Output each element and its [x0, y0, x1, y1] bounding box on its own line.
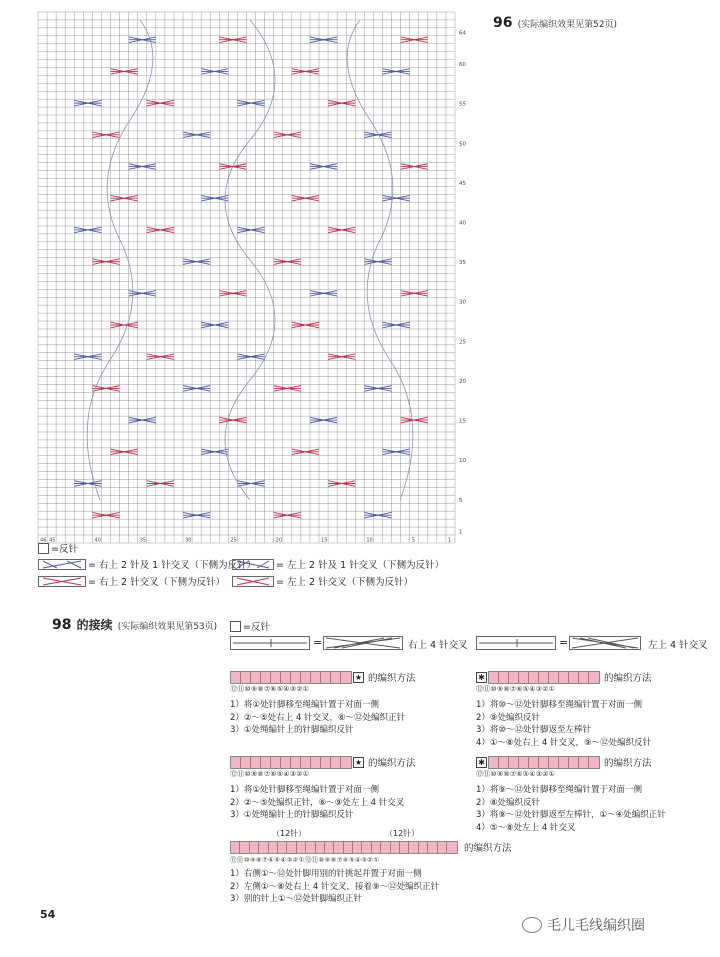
col-label: 15 [321, 537, 328, 544]
row-label: 5 [459, 497, 463, 504]
cable-cross-symbol [201, 69, 228, 75]
row-numbers: ⑫⑪⑩⑨⑧⑦⑥⑤④③②① [476, 770, 556, 778]
cable-right4-diagram [323, 636, 403, 650]
cable-cross-symbol [147, 100, 174, 106]
cable-cross-symbol [274, 386, 301, 392]
row-label: 15 [459, 418, 466, 425]
row-numbers: ⑫⑪⑩⑨⑧⑦⑥⑤④③②① [476, 685, 556, 693]
cable-cross-symbol [292, 322, 319, 328]
row-label: 64 [459, 30, 466, 37]
row-label: 1 [459, 529, 463, 536]
cable-left4-chart-symbol [476, 636, 556, 650]
col-label: 1 [447, 537, 452, 544]
star-marker: ✱ [476, 757, 487, 768]
cable-cross-symbol [183, 386, 210, 392]
step-1: 1）将①处针脚移至绳编针置于对面一侧 [230, 785, 380, 795]
cable-cross-symbol [382, 69, 409, 75]
cable-cross-symbol [382, 449, 409, 455]
cable-cross-symbol [274, 132, 301, 138]
cable-right4-chart-symbol [230, 636, 310, 650]
cable-cross-symbol [111, 449, 138, 455]
method-label: 的编织方法 [604, 758, 652, 769]
legend-text: = 左上 2 针交叉（下侧为反针） [276, 577, 414, 588]
step-4: 4）①～⑧处右上 4 针交叉，⑨～⑫处编织反针 [476, 737, 652, 748]
cable-cross-symbol [111, 322, 138, 328]
step-4: 4）⑤～⑧处左上 4 针交叉 [476, 822, 576, 833]
legend-98-purl [230, 619, 270, 633]
row-label: 35 [459, 260, 466, 267]
motif-line [347, 20, 413, 500]
cable-left4-diagram [569, 636, 641, 650]
cable-cross-symbol [183, 512, 210, 518]
star-marker: ★ [354, 757, 363, 767]
pattern-title: 的接续 [76, 618, 113, 632]
cable-cross-symbol [129, 417, 156, 423]
method-b [476, 670, 652, 749]
cable-cross-symbol [292, 195, 319, 201]
row-label: 30 [459, 299, 466, 306]
cable-cross-symbol [74, 354, 101, 360]
star-marker: ✱ [476, 672, 487, 683]
cable-cross-symbol [382, 195, 409, 201]
row-label: 50 [459, 141, 466, 148]
col-label: 40 [94, 537, 101, 544]
cable-cross-symbol [129, 37, 156, 43]
cable-cross-symbol [92, 512, 119, 518]
cable-cross-symbol [292, 449, 319, 455]
col-label: 25 [230, 537, 237, 544]
cable-cross-symbol [328, 227, 355, 233]
wechat-icon [522, 917, 542, 933]
legend-purl-text: =反针 [243, 622, 270, 633]
cable-cross-symbol [74, 227, 101, 233]
pattern-96-header [493, 12, 617, 31]
step-3: 3）①处绳编针上的针脚编织反针 [230, 725, 354, 735]
span-label-right: （12针） [385, 829, 420, 838]
step-3: 3）将⑨～⑫处针脚返至左棒针，①～④处编织正针 [476, 810, 666, 820]
legend-cross-right-2-1 [38, 557, 256, 571]
cable-cross-symbol [237, 481, 264, 487]
col-label: 46 [40, 537, 47, 544]
cable-cross-symbol [92, 132, 119, 138]
method-e [230, 828, 512, 906]
cable-cross-symbol [328, 481, 355, 487]
legend-text: = 左上 2 针及 1 针交叉（下侧为反针） [276, 560, 445, 571]
cable-cross-symbol [219, 417, 246, 423]
cable-cross-symbol [364, 512, 391, 518]
legend-cross-left-2-1 [232, 557, 444, 571]
row-label: 10 [459, 458, 466, 465]
pattern-note: (实际编织效果见第53页) [117, 622, 218, 632]
step-2: 2）⑨处编织反针 [476, 712, 541, 723]
row-label: 60 [459, 62, 466, 69]
purl-symbol [230, 621, 241, 632]
method-label: 的编织方法 [464, 843, 512, 854]
star-marker: ★ [354, 672, 363, 682]
pattern-number: 98 [52, 617, 72, 633]
cable-left4-label: 左上 4 针交叉 [648, 640, 708, 651]
cable-cross-symbol [201, 449, 228, 455]
pattern-number: 96 [493, 15, 513, 31]
legend-text: = 右上 2 针交叉（下侧为反针） [88, 577, 226, 588]
method-d [476, 755, 666, 834]
method-label: 的编织方法 [368, 758, 416, 769]
cable-cross-symbol [111, 69, 138, 75]
stitch-strip-24 [230, 841, 458, 854]
cable-cross-symbol [237, 227, 264, 233]
stitch-strip [488, 756, 600, 769]
step-1: 1）将⑨～⑫处针脚移至绳编针置于对面一侧 [476, 785, 643, 795]
method-label: 的编织方法 [368, 673, 416, 684]
row-numbers: ⑫⑪⑩⑨⑧⑦⑥⑤④③②① [230, 770, 310, 778]
step-2: 2）②～⑤处编织正针，⑥～⑨处左上 4 针交叉 [230, 797, 405, 808]
cross-right-symbol [38, 559, 86, 570]
step-2: 2）⑧处编织反针 [476, 797, 541, 808]
cross-left-2-symbol [232, 576, 274, 587]
step-1: 1）将①处针脚移至绳编针置于对面一侧 [230, 700, 380, 710]
equals-sign: = [559, 636, 569, 649]
cable-cross-symbol [401, 417, 428, 423]
step-2: 2）②～⑤处右上 4 针交叉，⑥～⑫处编织正针 [230, 712, 406, 723]
row-label: 55 [459, 101, 466, 108]
cable-cross-symbol [328, 100, 355, 106]
cable-cross-symbol [219, 37, 246, 43]
cable-cross-symbol [382, 322, 409, 328]
row-numbers: ⑫⑪⑩⑨⑧⑦⑥⑤④③②① [230, 685, 310, 693]
cable-cross-symbol [292, 69, 319, 75]
legend-purl-text: =反针 [51, 544, 78, 555]
stitch-strip [230, 756, 352, 769]
cable-cross-symbol [237, 354, 264, 360]
equals-sign: = [313, 636, 323, 649]
cable-cross-symbol [237, 100, 264, 106]
row-numbers: ⑫⑪⑩⑨⑧⑦⑥⑤④③②①⑫⑪⑩⑨⑧⑦⑥⑤④③②① [230, 856, 380, 864]
cable-cross-symbol [147, 227, 174, 233]
page-number: 54 [40, 908, 56, 921]
step-1: 1）右侧①～⑫处针脚用别的针挑起并置于对面一侧 [230, 869, 422, 879]
col-label: 45 [49, 537, 56, 544]
method-a [230, 670, 416, 737]
row-label: 25 [459, 339, 466, 346]
watermark [522, 915, 645, 935]
legend-purl [38, 541, 78, 555]
cable-cross-symbol [111, 195, 138, 201]
cable-cross-symbol [364, 386, 391, 392]
method-label: 的编织方法 [604, 673, 652, 684]
cable-cross-symbol [219, 291, 246, 297]
cross-left-symbol [232, 559, 274, 570]
col-label: 30 [185, 537, 192, 544]
step-2: 2）左侧①～⑧处右上 4 针交叉，接着⑨～⑫处编织正针 [230, 881, 440, 892]
motif-line [225, 20, 275, 500]
cable-cross-symbol [401, 37, 428, 43]
cable-cross-symbol [401, 164, 428, 170]
step-3: 3）①处绳编针上的针脚编织反针 [230, 810, 354, 820]
stitch-strip [230, 671, 352, 684]
stitch-strip [488, 671, 600, 684]
span-label-left: （12针） [272, 829, 307, 838]
cable-cross-symbol [310, 417, 337, 423]
legend-text: = 右上 2 针及 1 针交叉（下侧为反针） [88, 560, 257, 571]
cable-cross-symbol [74, 100, 101, 106]
step-1: 1）将⑩～⑫处针脚移至绳编针置于对面一侧 [476, 700, 643, 710]
cable-cross-symbol [310, 164, 337, 170]
cable-cross-symbol [147, 481, 174, 487]
row-label: 45 [459, 180, 466, 187]
watermark-text: 毛儿毛线编织圈 [547, 918, 645, 934]
method-c [230, 755, 416, 822]
cable-cross-symbol [183, 132, 210, 138]
pattern-note: (实际编织效果见第52页) [517, 20, 618, 30]
col-label: 35 [139, 537, 147, 544]
cable-cross-symbol [274, 512, 301, 518]
cable-cross-symbol [129, 164, 156, 170]
row-label: 40 [459, 220, 466, 227]
cable-cross-symbol [92, 259, 119, 265]
cable-cross-symbol [401, 291, 428, 297]
col-label: 5 [411, 537, 415, 544]
cable-right4-label: 右上 4 针交叉 [408, 640, 468, 651]
purl-symbol [38, 543, 49, 554]
col-label: 10 [366, 537, 373, 544]
step-3: 3）将⑩～⑫处针脚返至左棒针 [476, 725, 592, 735]
cable-cross-symbol [364, 259, 391, 265]
cable-cross-symbol [274, 259, 301, 265]
step-3: 3）别的针上①～⑫处针脚编织正针 [230, 894, 363, 904]
cable-cross-symbol [201, 195, 228, 201]
row-label: 20 [459, 378, 466, 385]
cable-cross-symbol [328, 354, 355, 360]
cable-cross-symbol [147, 354, 174, 360]
legend-cross-left-2 [232, 574, 413, 588]
pattern-98-header [52, 614, 217, 633]
cable-cross-symbol [310, 291, 337, 297]
legend-cross-right-2 [38, 574, 225, 588]
col-label: 20 [275, 537, 283, 544]
cable-cross-symbol [310, 37, 337, 43]
cable-cross-symbol [183, 259, 210, 265]
cable-cross-symbol [201, 322, 228, 328]
cable-cross-symbol [74, 481, 101, 487]
cross-right-2-symbol [38, 576, 86, 587]
